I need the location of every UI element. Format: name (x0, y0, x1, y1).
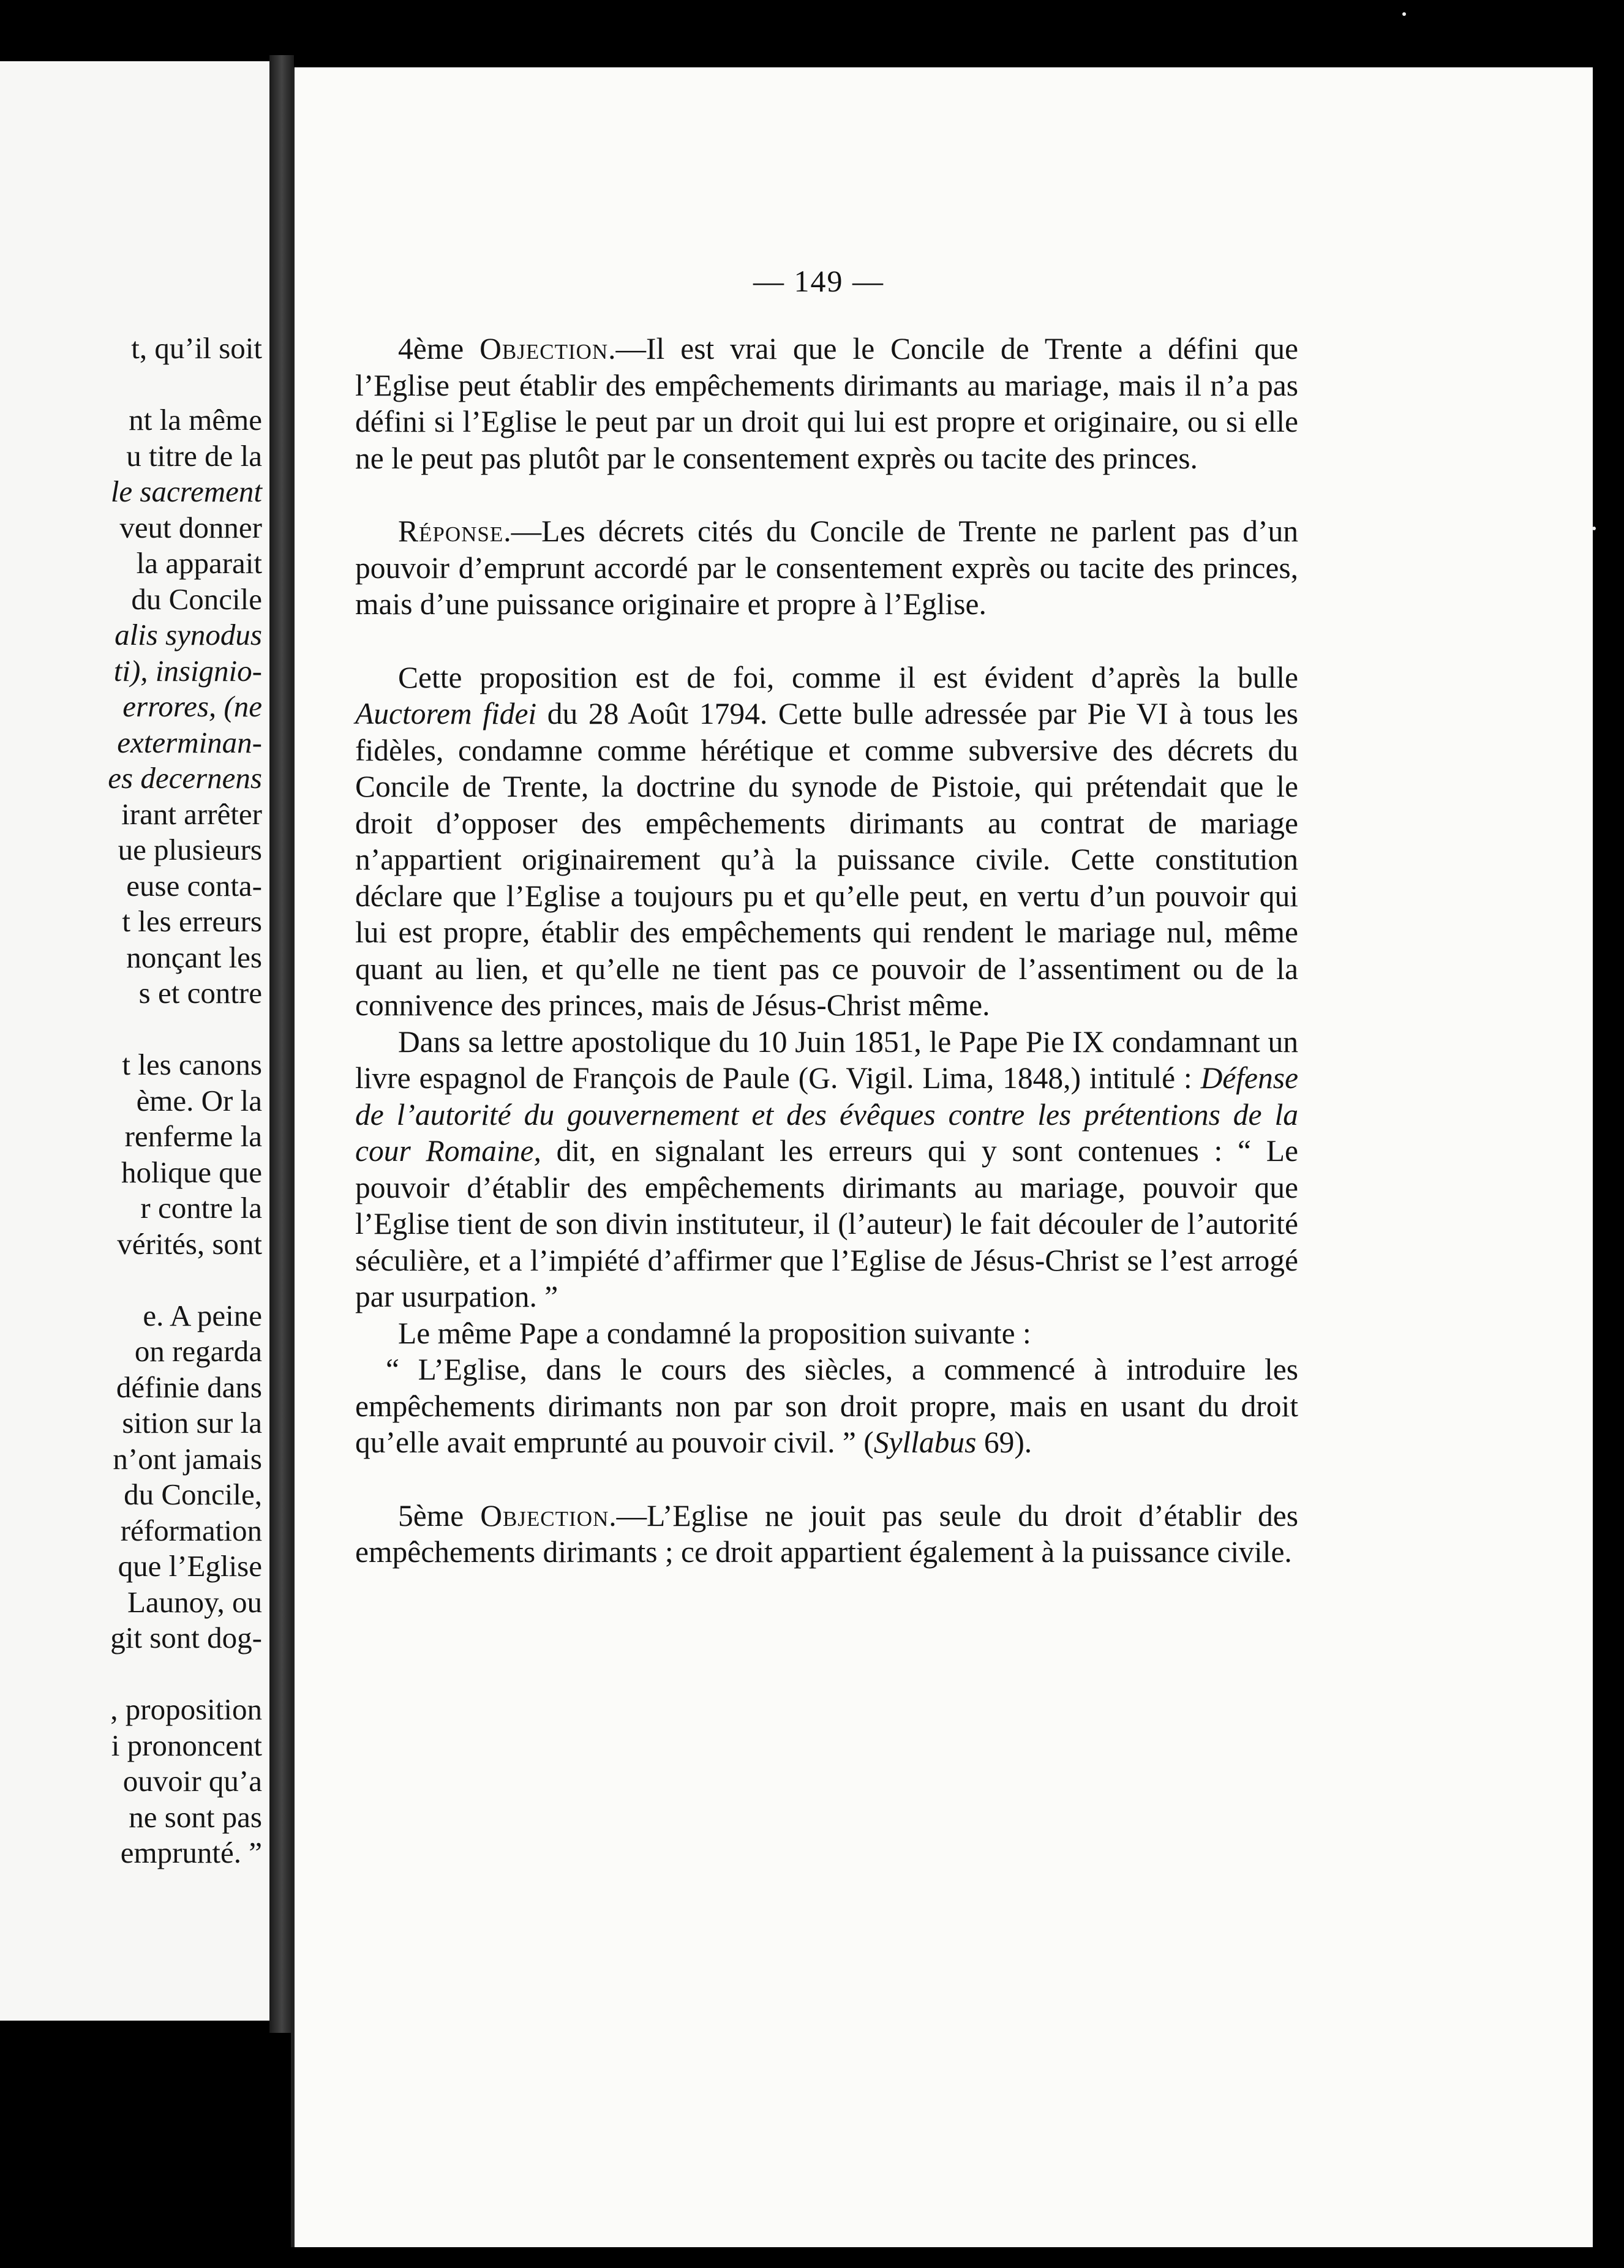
left-page-line: irant arrêter (121, 797, 262, 831)
left-page-line: ouvoir qu’a (122, 1764, 262, 1798)
left-page-line: emprunté. ” (120, 1836, 262, 1869)
main-text (355, 331, 1298, 1571)
left-page-line: r contre la (140, 1191, 262, 1225)
left-page-line: le sacrement (110, 475, 262, 508)
quote-reference: 69). (976, 1425, 1032, 1459)
left-page-line: renferme la (124, 1119, 262, 1153)
reponse-label: Réponse (398, 514, 504, 548)
left-page-line: nt la même (129, 403, 262, 437)
left-page-line: on regarda (134, 1334, 262, 1368)
syllabus-title: Syllabus (873, 1425, 977, 1459)
dust-speck (1592, 527, 1596, 530)
left-page-line: du Concile (131, 582, 262, 616)
left-page-line: ne sont pas (129, 1800, 262, 1834)
left-page (0, 61, 273, 2021)
left-page-line: i prononcent (111, 1728, 262, 1762)
left-page-line: n’ont jamais (113, 1441, 262, 1476)
left-page-line: t, qu’il soit (131, 331, 262, 365)
left-page-line: alis synodus (115, 618, 262, 651)
left-page-line: exterminan- (117, 725, 262, 759)
objection-4-label: Objection (479, 332, 609, 366)
left-page-line: git sont dog- (110, 1621, 262, 1654)
left-page-line: la apparait (136, 546, 262, 580)
dust-speck (1402, 12, 1406, 16)
left-page-line: sition sur la (122, 1406, 262, 1440)
left-page-line: Launoy, ou (127, 1585, 262, 1619)
syllabus-quote (355, 1351, 1298, 1461)
left-page-line: , proposition (110, 1692, 262, 1726)
paragraph-condemned: Le même Pape a condamné la proposition suivante : (398, 1316, 1031, 1350)
paragraph-auctorem-fidei (355, 659, 1298, 1024)
paragraph-1-lead: Cette proposition est de foi, comme il est évident d’après la bulle (398, 660, 1298, 694)
left-page-line: ème. Or la (136, 1083, 262, 1117)
bull-title: Auctorem fidei (355, 697, 537, 730)
left-page-line: errores, (ne (122, 689, 262, 723)
objection-5-text: .—L’Eglise ne jouit pas seule du droit d’établir des empêchements dirimants ; ce droit appartient également à la puissance civile. (355, 1498, 1298, 1569)
left-page-line: e. A peine (143, 1298, 262, 1332)
left-page-line: ue plusieurs (118, 833, 262, 866)
left-page-line: t les erreurs (122, 904, 262, 938)
paragraph-1-body: du 28 Août 1794. Cette bulle adressée par Pie VI à tous les fidèles, condamne comme hérétique et comme subversive des décrets du Concile de Trente, la doctrine du synode de Pistoie, qui prétendait que le droit d’opposer des empêchements dirimants au contrat de mariage n’appartient originairement qu’à la puissance civile. Cette constitution déclare que l’Eglise a toujours pu et qu’elle peut, en vertu d’un pouvoir qui lui est propre, établir des empêchements qui rendent le mariage nul, même quant au lien, et qu’elle ne tient pas ce pouvoir de l’assentiment ou de la connivence des princes, mais de Jésus-Christ même. (355, 697, 1298, 1022)
page-number: — 149 — (753, 264, 884, 298)
left-page-line: nonçant les (126, 940, 262, 974)
left-page-line: t les canons (122, 1048, 262, 1081)
objection-5 (355, 1498, 1298, 1571)
quote-text: “ L’Eglise, dans le cours des siècles, a commencé à introduire les empêchements dirimants non par son droit propre, mais en usant du droit qu’elle avait emprunté au pouvoir civil. ” ( (355, 1353, 1298, 1459)
objection-5-label: Objection (480, 1498, 609, 1533)
paragraph-2-body: dit, en signalant les erreurs qui y sont contenues : “ Le pouvoir d’établir des empêchements dirimants au mariage, pouvoir que l’Eglise tient de son divin instituteur, il (l’auteur) le fait découler de l’autorité séculière, et a l’impiété d’affirmer que l’Eglise de Jésus-Christ se l’est arrogé par usurpation. ” (355, 1134, 1298, 1313)
objection-4-text: .—Il est vrai que le Concile de Trente a défini que l’Eglise peut établir des empêchements dirimants au mariage, mais il n’a pas défini si l’Eglise le peut par un droit qui lui est propre et originaire, ou si elle ne le peut pas plutôt par le consentement exprès ou tacite des princes. (355, 332, 1298, 475)
left-page-line: vérités, sont (117, 1226, 262, 1261)
book-title: Défense de l’autorité du gouvernement et des évêques contre les prétentions de la cour Romaine, (355, 1061, 1298, 1168)
left-page-line: s et contre (138, 976, 262, 1010)
left-page-line: euse conta- (126, 868, 262, 903)
left-page-line: u titre de la (126, 438, 262, 473)
left-page-line: réformation (120, 1513, 262, 1547)
objection-4 (355, 331, 1298, 476)
left-page-line: que l’Eglise (118, 1549, 262, 1583)
reponse-text: .—Les décrets cités du Concile de Trente ne parlent pas d’un pouvoir d’emprunt accordé par le consentement exprès ou tacite des princes, mais d’une puissance originaire et propre à l’Eglise. (355, 514, 1298, 621)
paragraph-2-lead: Dans sa lettre apostolique du 10 Juin 1851, le Pape Pie IX condamnant un livre espagnol de François de Paule (G. Vigil. Lima, 1848,) intitulé : (355, 1024, 1298, 1095)
left-page-line: veut donner (119, 510, 262, 544)
reponse (355, 513, 1298, 623)
left-page-line: ti), insignio- (113, 653, 262, 688)
left-page-line: es decernens (108, 761, 262, 795)
left-page-line: définie dans (116, 1370, 262, 1404)
objection-5-number: 5ème (398, 1498, 481, 1533)
left-page-line: holique que (121, 1155, 262, 1189)
objection-4-number: 4ème (398, 332, 480, 366)
paragraph-pie-ix (355, 1024, 1298, 1315)
book-spine (269, 55, 294, 2033)
left-page-line: du Concile, (124, 1478, 262, 1511)
